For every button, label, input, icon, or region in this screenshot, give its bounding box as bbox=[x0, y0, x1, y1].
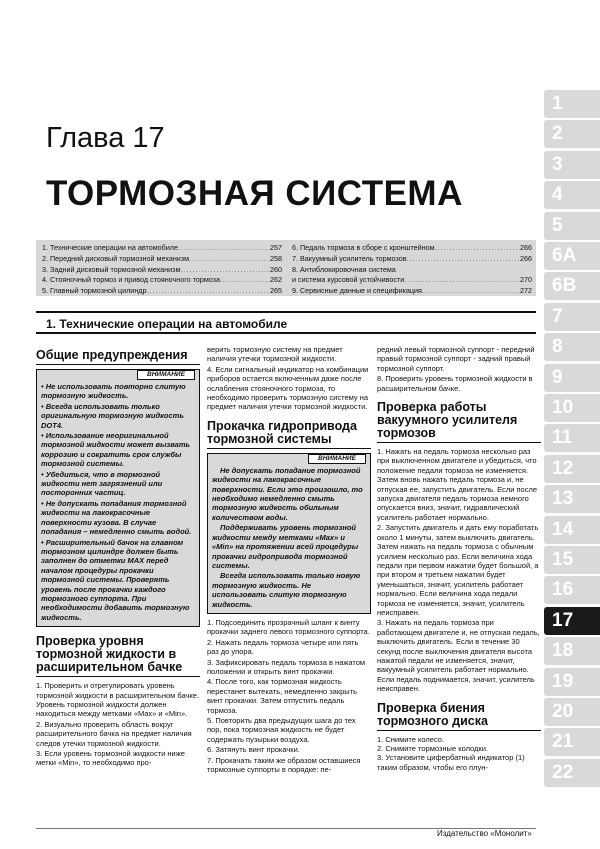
toc-entry-title: 3. Задний дисковый тормозной механизм bbox=[42, 264, 181, 274]
fluid-level-steps bbox=[36, 681, 200, 768]
toc-entry[interactable] bbox=[292, 243, 532, 254]
toc-leader bbox=[407, 254, 520, 265]
chapter-tab[interactable]: 5 bbox=[544, 212, 600, 240]
heading-disc-runout: Проверка биения тормозного диска bbox=[377, 702, 541, 731]
heading-fluid-level: Проверка уровня тормозной жидкости в расширительном бачке bbox=[36, 635, 200, 677]
warning-box-bleeding bbox=[207, 453, 371, 614]
toc-entry[interactable] bbox=[292, 265, 532, 276]
chapter-tab[interactable]: 10 bbox=[544, 394, 600, 422]
toc-entry[interactable] bbox=[42, 286, 282, 297]
toc-leader bbox=[146, 286, 270, 297]
paragraph: верить тормозную систему на предмет наличия утечки тормозной жидкости. bbox=[207, 345, 343, 364]
step-item: 7. Прокачать таким же образом оставшиеся тормозные суппорты в порядке: пе- bbox=[207, 755, 361, 775]
toc-entry-title: 8. Антиблокировочная система bbox=[292, 264, 396, 274]
disc-runout-steps bbox=[377, 735, 541, 773]
chapter-tab[interactable]: 12 bbox=[544, 455, 600, 483]
chapter-tab[interactable]: 20 bbox=[544, 698, 600, 726]
warning-text bbox=[41, 382, 195, 622]
toc-leader bbox=[435, 243, 520, 254]
chapter-tab[interactable]: 6B bbox=[544, 272, 600, 300]
toc-entry-title: 6. Педаль тормоза в сборе с кронштейном bbox=[292, 243, 435, 252]
chapter-tab[interactable]: 9 bbox=[544, 364, 600, 392]
bleeding-steps bbox=[207, 618, 371, 775]
column-2-intro bbox=[207, 345, 371, 412]
toc-entry[interactable] bbox=[292, 275, 532, 286]
warning-item: • Использование неоригинальной тормозной жидкости может вызвать коррозию и сократить срок службы тормозной системы. bbox=[41, 431, 190, 469]
chapter-tab[interactable]: 4 bbox=[544, 181, 600, 209]
chapter-tab[interactable]: 6A bbox=[544, 242, 600, 270]
toc-leader bbox=[178, 243, 270, 254]
step-item: 2. Снимите тормозные колодки. bbox=[377, 744, 488, 753]
warning-label: ВНИМАНИЕ bbox=[308, 454, 366, 464]
warning-item: • Не допускать попадания тормозной жидкости на лакокрасочные поверхности кузова. В случае попадания – немедленно смыть водой. bbox=[41, 498, 192, 537]
chapter-tab[interactable]: 16 bbox=[544, 576, 600, 604]
toc-leader bbox=[189, 254, 270, 265]
step-item: 4. После того, как тормозная жидкость перестанет вытекать, немедленно закрыть винт прокачки. Затем отпустить педаль тормоза. bbox=[207, 677, 358, 715]
toc-entry-page: 262 bbox=[270, 275, 282, 285]
chapter-tab[interactable]: 15 bbox=[544, 546, 600, 574]
chapter-number: Глава 17 bbox=[46, 122, 165, 154]
toc-leader bbox=[404, 275, 520, 286]
column-3-intro bbox=[377, 345, 541, 393]
toc-entry[interactable] bbox=[42, 254, 282, 265]
toc-entry-page: 266 bbox=[520, 243, 532, 252]
chapter-tab[interactable]: 1 bbox=[544, 90, 600, 118]
toc-entry[interactable] bbox=[42, 243, 282, 254]
paragraph: 8. Проверить уровень тормозной жидкости в расширительном бачке. bbox=[377, 374, 533, 393]
section-heading: 1. Технические операции на автомобиле bbox=[36, 311, 536, 334]
toc-entry-title: 7. Вакуумный усилитель тормозов bbox=[292, 253, 407, 263]
step-item: 2. Запустить двигатель и дать ему поработать около 1 минуты, затем выключить двигатель. Затем нажать на педаль тормоза с обычным усилием несколько раз. Если величина хода педали при первом нажатии будет большой, а при втором и третьем нажатии будет уменьшаться, значит, усилитель работает нормально. Если величина хода педали тормоза не изменяется, значит, усилитель неисправен. bbox=[377, 523, 539, 617]
heading-bleeding: Прокачка гидропривода тормозной системы bbox=[207, 420, 371, 449]
toc-entry-page: 266 bbox=[520, 253, 532, 263]
chapter-tab[interactable]: 21 bbox=[544, 728, 600, 756]
step-item: 3. Зафиксировать педаль тормоза в нажатом положении и открыть винт прокачки. bbox=[207, 657, 366, 676]
toc-left-column bbox=[42, 243, 282, 297]
warning-item: • Убедиться, что в тормозной жидкости нет загрязнений или посторонних частиц. bbox=[41, 469, 163, 498]
step-item: 6. Затянуть винт прокачки. bbox=[207, 745, 300, 755]
warning-item: Не допускать попадание тормозной жидкости на лакокрасочные поверхности. Если это произошло, то необходимо немедленно смыть тормозную жидкость обильным количеством воды. bbox=[212, 465, 363, 522]
column-1 bbox=[36, 345, 200, 769]
heading-general-warnings: Общие предупреждения bbox=[36, 349, 200, 365]
step-item: 5. Повторить два предыдущих шага до тех пор, пока тормозная жидкость не будет содержать пузырьки воздуха. bbox=[207, 716, 356, 744]
toc-entry-page: 272 bbox=[520, 286, 532, 296]
step-item: 2. Нажать педаль тормоза четыре или пять раз до упора. bbox=[207, 637, 359, 657]
chapter-tab[interactable]: 19 bbox=[544, 668, 600, 696]
step-item: 3. Если уровень тормозной жидкости ниже метки «Min», то необходимо про- bbox=[36, 749, 185, 768]
paragraph: редний левый тормозной суппорт - передний правый тормозной суппорт - задний правый тормозной суппорт. bbox=[377, 345, 535, 373]
warning-box bbox=[36, 369, 200, 627]
chapter-tab[interactable]: 2 bbox=[544, 120, 600, 148]
paragraph: 4. Если сигнальный индикатор на комбинации приборов остается включенным даже после ослабления стояночного тормоза, то необходимо проверить тормозную систему на предмет наличия утечки тормозной жидкости. bbox=[207, 364, 369, 412]
toc-entry-title: 1. Технические операции на автомобиле bbox=[42, 243, 178, 252]
chapter-tab[interactable]: 17 bbox=[544, 607, 600, 635]
step-item: 1. Снимите колесо. bbox=[377, 734, 445, 744]
toc-entry-page: 270 bbox=[520, 275, 532, 285]
chapter-tab[interactable]: 3 bbox=[544, 151, 600, 179]
heading-vacuum-booster: Проверка работы вакуумного усилителя тормозов bbox=[377, 401, 541, 443]
toc-entry-page: 257 bbox=[270, 243, 282, 252]
publisher: Издательство «Монолит» bbox=[437, 829, 532, 838]
chapter-tab[interactable]: 7 bbox=[544, 303, 600, 331]
table-of-contents bbox=[36, 240, 536, 296]
chapter-tab[interactable]: 14 bbox=[544, 516, 600, 544]
chapter-tabs bbox=[544, 90, 600, 790]
warning-label: ВНИМАНИЕ bbox=[137, 370, 195, 380]
toc-entry[interactable] bbox=[42, 265, 282, 276]
chapter-tab[interactable]: 11 bbox=[544, 424, 600, 452]
chapter-tab[interactable]: 22 bbox=[544, 759, 600, 787]
toc-entry-title: и система курсовой устойчивости bbox=[292, 275, 405, 285]
toc-leader bbox=[220, 275, 270, 286]
toc-leader bbox=[422, 286, 520, 297]
chapter-tab[interactable]: 18 bbox=[544, 637, 600, 665]
chapter-tab[interactable]: 8 bbox=[544, 333, 600, 361]
toc-entry-title: 9. Сервисные данные и спецификация bbox=[292, 286, 422, 296]
warning-item: Поддерживать уровень тормозной жидкости между метками «Max» и «Min» на протяжении всей процедуры прокачки гидропривода тормозной системы. bbox=[212, 523, 359, 570]
step-item: 1. Проверить и отрегулировать уровень тормозной жидкости в расширительном бачке. Уровень тормозной жидкости должен находиться между метками «Max» и «Min». bbox=[36, 681, 200, 719]
toc-entry[interactable] bbox=[292, 254, 532, 265]
toc-entry[interactable] bbox=[292, 286, 532, 297]
step-item: 1. Подсоединить прозрачный шланг к винту прокачки заднего левого тормозного суппорта. bbox=[207, 617, 370, 637]
toc-entry-page: 258 bbox=[270, 253, 282, 263]
chapter-tab[interactable]: 13 bbox=[544, 485, 600, 513]
toc-entry-page: 260 bbox=[270, 264, 282, 274]
toc-right-column bbox=[292, 243, 532, 297]
toc-entry-page: 265 bbox=[270, 286, 282, 296]
chapter-title: ТОРМОЗНАЯ СИСТЕМА bbox=[46, 174, 463, 213]
warning-item: • Всегда использовать только оригинальную тормозную жидкость DOT4. bbox=[41, 401, 184, 430]
warning-text bbox=[212, 466, 366, 609]
step-item: 3. Установите цифербатный индикатор (1) таким образом, чтобы его плун- bbox=[377, 753, 525, 772]
toc-entry-title: 5. Главный тормозной цилиндр bbox=[42, 286, 147, 296]
warning-item: Всегда использовать только новую тормозную жидкость. Не использовать слитую тормозную жидкость. bbox=[212, 571, 361, 609]
step-item: 1. Нажать на педаль тормоза несколько раз при выключенном двигателе и убедиться, что положение педали тормоза не изменяется. Затем вновь нажать педаль тормоза и, не отпуская ее, запустить двигатель. Если после запуска двигателя педаль тормоза немного опускается вниз, значит, гидравлический усилитель работает нормально. bbox=[377, 447, 538, 522]
step-item: 2. Визуально проверить область вокруг расширительного бачка на предмет наличия следов утечки тормозной жидкости. bbox=[36, 719, 192, 748]
warning-item: • Расширительный бачок на главном тормозном цилиндре должен быть заполнен до отметки MAX перед началом процедуры прокачки тормозной системы. Проверять уровень после прокачки каждого тормозного суппорта. При необходимости добавить тормозную жидкость. bbox=[41, 537, 190, 622]
column-3 bbox=[377, 345, 541, 772]
vacuum-booster-steps bbox=[377, 447, 541, 694]
column-2 bbox=[207, 345, 371, 775]
step-item: 3. Нажать на педаль тормоза при работающем двигателе и, не отпуская педаль, выключить двигатель. Если в течение 30 секунд после выключения двигателя высота нажатой педали не изменяется, значит, вакуумный усилитель работает нормально. Если педаль поднимается, значит, усилитель неисправен. bbox=[377, 618, 540, 694]
toc-entry-title: 2. Передний дисковый тормозной механизм bbox=[42, 253, 190, 263]
toc-entry-title: 4. Стояночный тормоз и привод стояночного тормоза bbox=[42, 275, 221, 285]
warning-item: • Не использовать повторно слитую тормозную жидкость. bbox=[41, 382, 186, 401]
toc-leader bbox=[180, 265, 270, 276]
toc-entry[interactable] bbox=[42, 275, 282, 286]
